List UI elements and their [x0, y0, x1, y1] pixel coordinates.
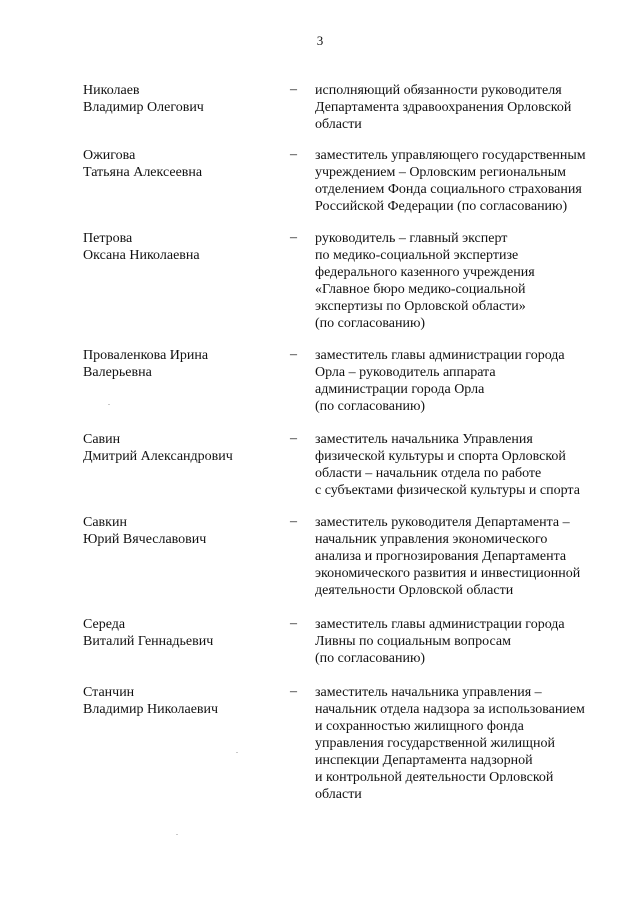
position-line: физической культуры и спорта Орловской: [315, 449, 566, 464]
position-line: области – начальник отдела по работе: [315, 466, 542, 481]
position-line: исполняющий обязанности руководителя: [315, 83, 562, 98]
position-line: (по согласованию): [315, 399, 426, 414]
scan-speck: [108, 404, 110, 405]
member-surname: Савин: [83, 432, 121, 447]
member-position: [315, 684, 615, 803]
position-line: экспертизы по Орловской области»: [315, 299, 526, 314]
position-line: заместитель начальника Управления: [315, 432, 533, 447]
member-surname: Николаев: [83, 83, 140, 98]
member-name: [83, 347, 283, 381]
position-line: заместитель начальника управления –: [315, 685, 542, 700]
member-name: [83, 684, 283, 718]
position-line: деятельности Орловской области: [315, 583, 514, 598]
member-surname: Савкин: [83, 515, 127, 530]
dash-separator: –: [290, 684, 297, 699]
position-line: по медико-социальной экспертизе: [315, 248, 519, 263]
dash-separator: –: [290, 514, 297, 529]
member-given-names: Виталий Геннадьевич: [83, 634, 214, 649]
member-surname: Середа: [83, 617, 126, 632]
position-line: заместитель управляющего государственным: [315, 148, 586, 163]
position-line: и сохранностью жилищного фонда: [315, 719, 524, 734]
member-given-names: Владимир Олегович: [83, 100, 204, 115]
member-position: [315, 616, 615, 667]
position-line: администрации города Орла: [315, 382, 485, 397]
position-line: области: [315, 117, 362, 132]
dash-separator: –: [290, 616, 297, 631]
position-line: Российской Федерации (по согласованию): [315, 199, 568, 214]
position-line: учреждением – Орловским региональным: [315, 165, 567, 180]
position-line: и контрольной деятельности Орловской: [315, 770, 554, 785]
position-line: начальник управления экономического: [315, 532, 548, 547]
member-position: [315, 147, 615, 215]
member-position: [315, 82, 615, 133]
member-name: [83, 147, 283, 181]
member-position: [315, 431, 615, 499]
member-position: [315, 514, 615, 599]
position-line: отделением Фонда социального страхования: [315, 182, 582, 197]
position-line: Ливны по социальным вопросам: [315, 634, 511, 649]
position-line: заместитель руководителя Департамента –: [315, 515, 570, 530]
position-line: с субъектами физической культуры и спорта: [315, 483, 580, 498]
member-surname: Ожигова: [83, 148, 136, 163]
dash-separator: –: [290, 230, 297, 245]
position-line: руководитель – главный эксперт: [315, 231, 508, 246]
position-line: Департамента здравоохранения Орловской: [315, 100, 572, 115]
scan-speck: [236, 752, 238, 753]
position-line: экономического развития и инвестиционной: [315, 566, 581, 581]
member-surname: Петрова: [83, 231, 133, 246]
dash-separator: –: [290, 347, 297, 362]
member-surname: Станчин: [83, 685, 135, 700]
member-name: [83, 616, 283, 650]
position-line: управления государственной жилищной: [315, 736, 555, 751]
member-given-names: Дмитрий Александрович: [83, 449, 233, 464]
member-surname: Проваленкова Ирина: [83, 348, 209, 363]
position-line: федерального казенного учреждения: [315, 265, 535, 280]
position-line: «Главное бюро медико-социальной: [315, 282, 526, 297]
position-line: (по согласованию): [315, 316, 426, 331]
position-line: заместитель главы администрации города: [315, 617, 565, 632]
member-name: [83, 514, 283, 548]
member-given-names: Татьяна Алексеевна: [83, 165, 203, 180]
position-line: (по согласованию): [315, 651, 426, 666]
member-name: [83, 431, 283, 465]
member-position: [315, 230, 615, 332]
member-given-names: Владимир Николаевич: [83, 702, 219, 717]
position-line: Орла – руководитель аппарата: [315, 365, 496, 380]
scan-speck: [176, 834, 178, 835]
dash-separator: –: [290, 431, 297, 446]
position-line: области: [315, 787, 362, 802]
member-name: [83, 230, 283, 264]
member-given-names: Юрий Вячеславович: [83, 532, 207, 547]
dash-separator: –: [290, 147, 297, 162]
position-line: анализа и прогнозирования Департамента: [315, 549, 567, 564]
member-given-names: Валерьевна: [83, 365, 152, 380]
position-line: заместитель главы администрации города: [315, 348, 565, 363]
position-line: начальник отдела надзора за использованием: [315, 702, 585, 717]
member-position: [315, 347, 615, 415]
page-number: 3: [316, 33, 324, 48]
dash-separator: –: [290, 82, 297, 97]
member-name: [83, 82, 283, 116]
position-line: инспекции Департамента надзорной: [315, 753, 533, 768]
member-given-names: Оксана Николаевна: [83, 248, 200, 263]
